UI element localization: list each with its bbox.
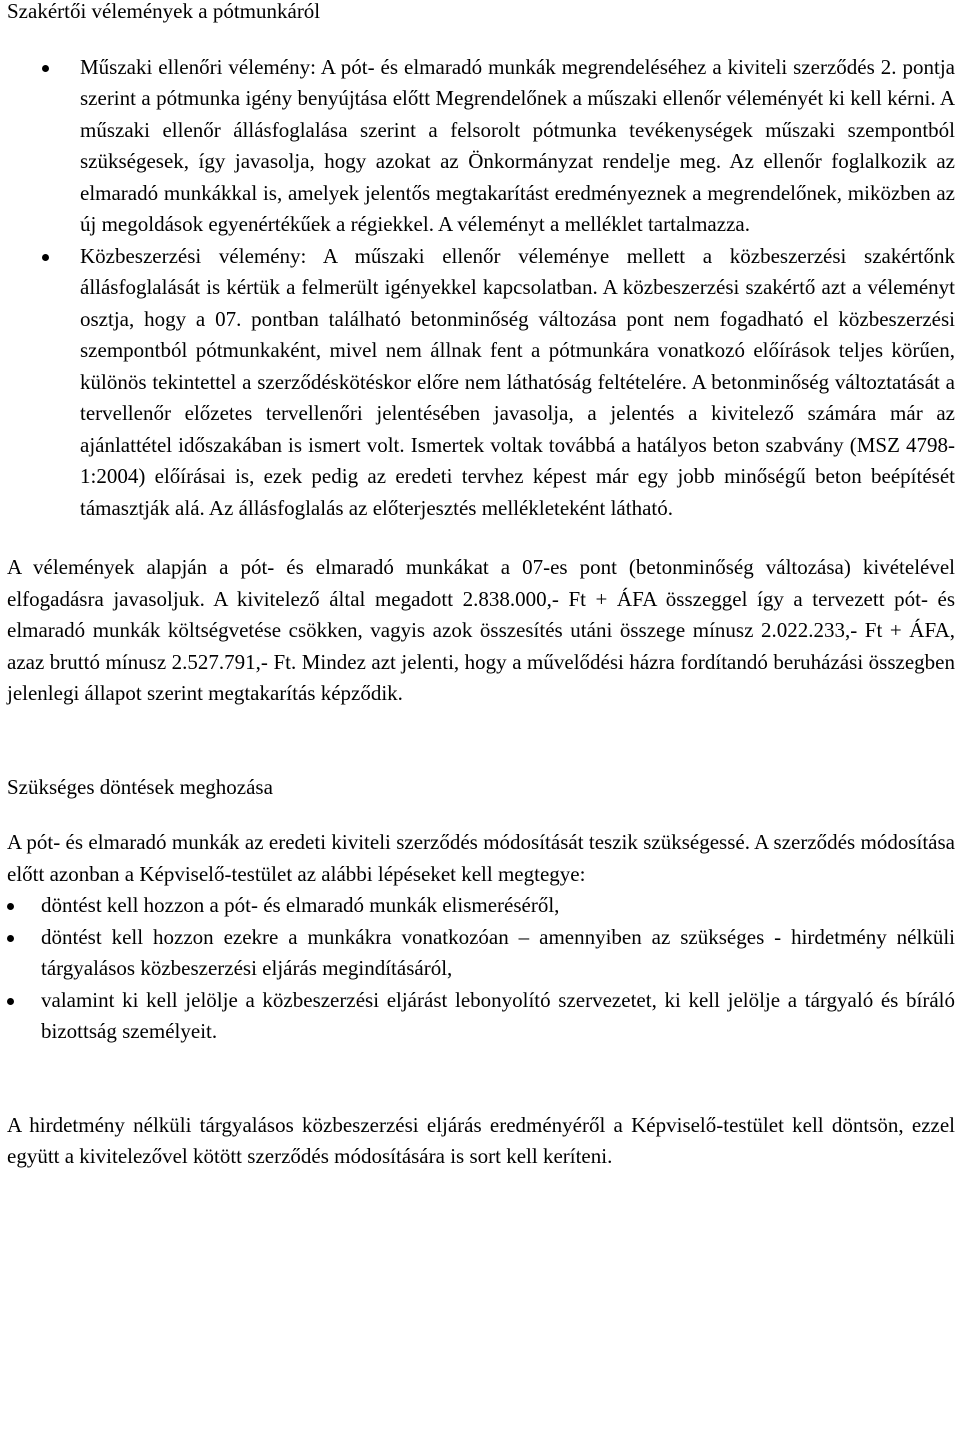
list-item-text: Közbeszerzési vélemény: A műszaki ellenőr véleménye mellett a közbeszerzési szakértőnk állásfoglalását is kértük a felmerült igényekkel kapcsolatban. A közbeszerzési szakértő azt a véleményt osztja, hogy a 07. pontban található betonminőség változása pont nem fogadható el közbeszerzési szempontból pótmunkaként, mivel nem állnak fent a pótmunkára vonatkozó előírások teljes körűen, különös tekintettel a szerződéskötéskor előre nem láthatóság feltételére. A betonminőség változtatását a tervellenőr előzetes tervellenőri jelentésében javasolja, a jelentés a kivitelező számára már az ajánlattétel időszakában is ismert volt. Ismertek voltak továbbá a hatályos beton szabvány (MSZ 4798-1:2004) előírásai is, ezek pedig az eredeti tervhez képest már egy jobb minőségű beton beépítését támasztják alá. Az állásfoglalás az előterjesztés mellékleteként látható. bbox=[80, 243, 955, 520]
section-heading-decisions: Szükséges döntések meghozása bbox=[7, 774, 273, 799]
list-item-text: döntést kell hozzon ezekre a munkákra vonatkozóan – amennyiben az szükséges - hirdetmény nélküli tárgyalásos közbeszerzési eljárás megindításáról, bbox=[41, 924, 955, 980]
expert-opinions-list bbox=[7, 52, 955, 525]
document-page bbox=[7, 0, 955, 1173]
bullet-icon bbox=[7, 998, 14, 1005]
section-heading-expert-opinions: Szakértői vélemények a pótmunkáról bbox=[7, 0, 321, 23]
decisions-intro-paragraph: A pót- és elmaradó munkák az eredeti kiviteli szerződés módosítását teszik szükségessé. A szerződés módosítása előtt azonban a Képviselő-testület az alábbi lépéseket kell megtegye: bbox=[7, 830, 955, 886]
list-item-decision bbox=[7, 985, 955, 1048]
closing-paragraph: A hirdetmény nélküli tárgyalásos közbeszerzési eljárás eredményéről a Képviselő-testület kell döntsön, ezzel együtt a kivitelezővel kötött szerződés módosítására is sort kell keríteni. bbox=[7, 1112, 955, 1168]
summary-paragraph: A vélemények alapján a pót- és elmaradó munkákat a 07-es pont (betonminőség változása) kivételével elfogadásra javasoljuk. A kivitelező által megadott 2.838.000,- Ft + ÁFA összeggel így a tervezett pót- és elmaradó munkák költségvetése csökken, vagyis azok összesítés utáni összege mínusz 2.022.233,- Ft + ÁFA, azaz bruttó mínusz 2.527.791,- Ft. Mindez azt jelenti, hogy a művelődési házra fordítandó beruházási összegben jelenlegi állapot szerint megtakarítás képződik. bbox=[7, 555, 955, 705]
list-item-text: Műszaki ellenőri vélemény: A pót- és elmaradó munkák megrendeléséhez a kiviteli szerződés 2. pontja szerint a pótmunka igény benyújtása előtt Megrendelőnek a műszaki ellenőr véleményét ki kell kérni. A műszaki ellenőr állásfoglalása szerint a felsorolt pótmunka tevékenységek műszaki szempontból szükségesek, így javasolja, hogy azokat az Önkormányzat rendelje meg. Az ellenőr foglalkozik az elmaradó munkákkal is, amelyek jelentős megtakarítást eredményeznek a megrendelőnek, miközben az új megoldások egyenértékűek a régiekkel. A véleményt a melléklet tartalmazza. bbox=[80, 54, 955, 236]
spacer bbox=[7, 1048, 955, 1110]
list-item-text: döntést kell hozzon a pót- és elmaradó munkák elismeréséről, bbox=[41, 893, 560, 917]
spacer bbox=[7, 710, 955, 772]
list-item-text: valamint ki kell jelölje a közbeszerzési eljárást lebonyolító szervezetet, ki kell jelölje a tárgyaló és bíráló bizottság személyeit. bbox=[41, 987, 955, 1043]
bullet-icon bbox=[42, 254, 49, 261]
decisions-list bbox=[7, 890, 955, 1048]
list-item-decision bbox=[7, 922, 955, 985]
bullet-icon bbox=[42, 65, 49, 72]
list-item-technical-opinion bbox=[7, 52, 955, 241]
list-item-decision bbox=[7, 890, 955, 922]
spacer bbox=[7, 524, 955, 552]
bullet-icon bbox=[7, 903, 14, 910]
bullet-icon bbox=[7, 935, 14, 942]
list-item-procurement-opinion bbox=[7, 241, 955, 525]
